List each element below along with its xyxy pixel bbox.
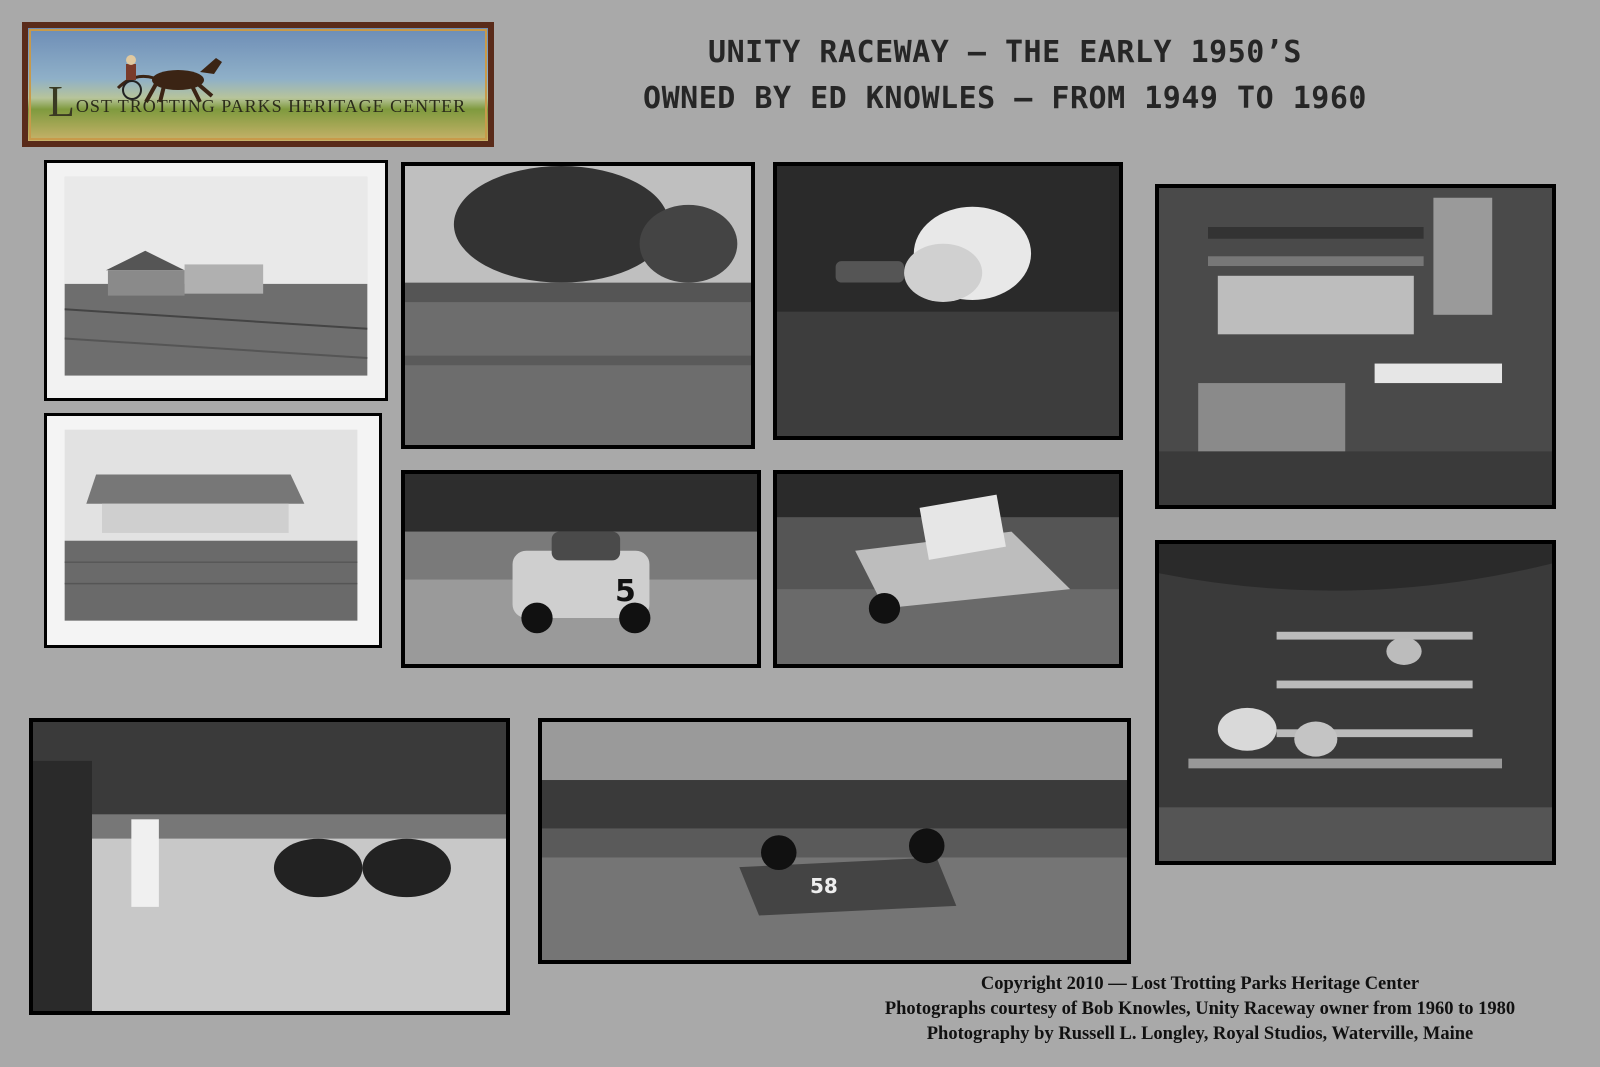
- barn-photo: [44, 413, 382, 648]
- title-line-2: OWNED BY ED KNOWLES — FROM 1949 TO 1960: [643, 81, 1367, 116]
- horse-pulling-photo: [29, 718, 510, 1015]
- courtesy-line: Photographs courtesy of Bob Knowles, Unity Raceway owner from 1960 to 1980: [884, 999, 1516, 1019]
- logo-title: [48, 76, 466, 127]
- heritage-center-logo: [22, 22, 494, 147]
- produce-display-photo: [1155, 540, 1556, 865]
- exhibition-hall-photo: [1155, 184, 1556, 509]
- photographer-line: Photography by Russell L. Longley, Royal Studios, Waterville, Maine: [926, 1024, 1474, 1044]
- title-line-1: UNITY RACEWAY — THE EARLY 1950’S: [708, 35, 1302, 70]
- copyright-line: Copyright 2010 — Lost Trotting Parks Heritage Center: [980, 974, 1420, 994]
- track-field-photo: [401, 162, 755, 449]
- grandstand-photo: [44, 160, 388, 401]
- crashed-car-photo: [773, 470, 1123, 668]
- explosion-photo: [773, 162, 1123, 440]
- overturned-car-number: 58: [810, 874, 838, 898]
- car-number-label: 5: [615, 574, 636, 609]
- logo-title-rest: OST TROTTING PARKS HERITAGE CENTER: [75, 96, 467, 116]
- page-title: [580, 30, 1430, 122]
- overturned-car-photo: [538, 718, 1131, 964]
- race-car-5-photo: [401, 470, 761, 668]
- credits-block: [820, 972, 1580, 1047]
- logo-initial: L: [48, 77, 76, 126]
